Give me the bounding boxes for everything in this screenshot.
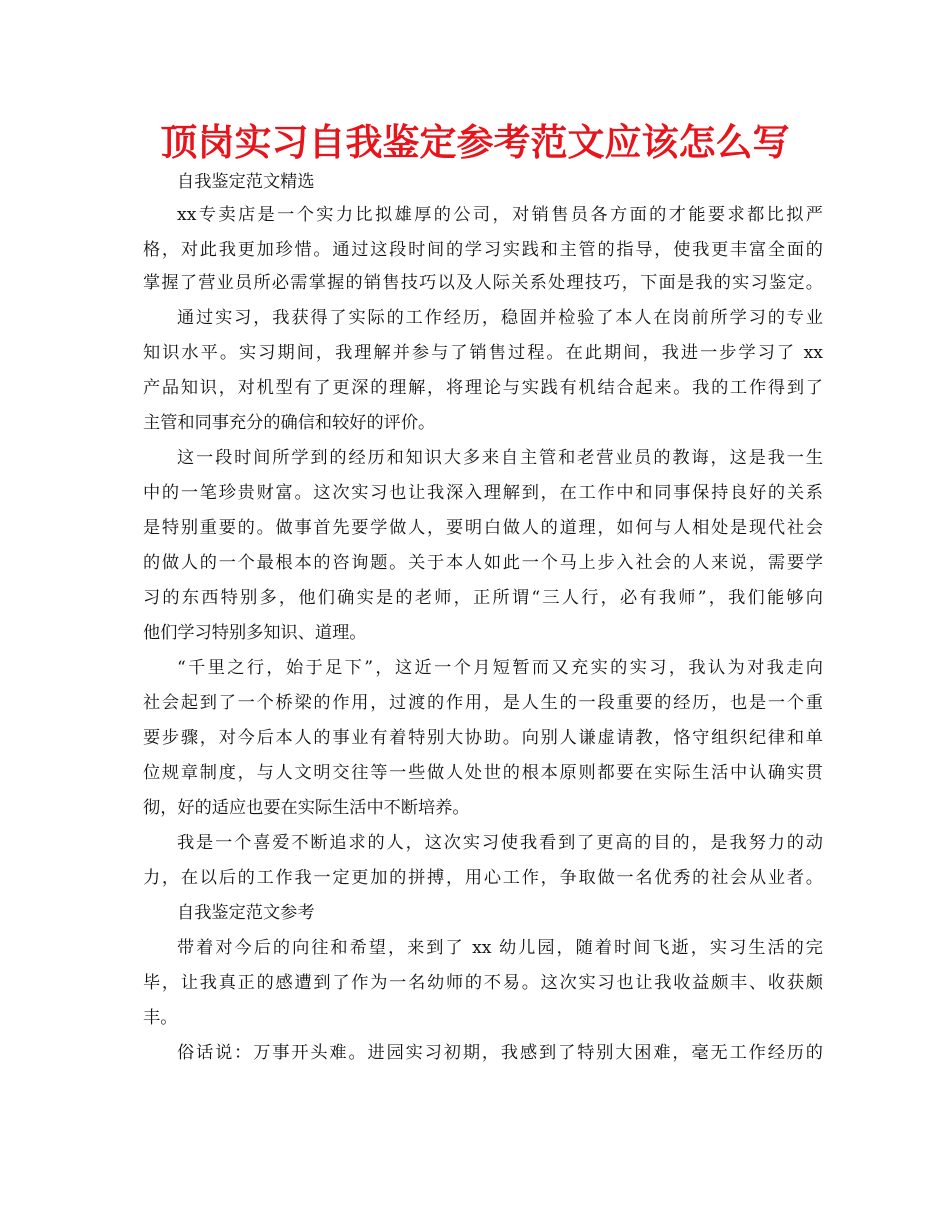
- paragraph-line: 主管和同事充分的确信和较好的评价。: [143, 413, 436, 433]
- paragraph-line: “千里之行，始于足下”，这近一个月短暂而又充实的实习，我认为对我走向: [177, 658, 823, 678]
- paragraph-line: 带着对今后的向往和希望，来到了 xx 幼儿园，随着时间飞逝，实习生活的完: [177, 938, 823, 958]
- paragraph-line: xx专卖店是一个实力比拟雄厚的公司，对销售员各方面的才能要求都比拟严: [177, 205, 823, 225]
- paragraph-line: 他们学习特别多知识、道理。: [143, 623, 367, 643]
- paragraph-line: 的做人的一个最根本的咨询题。关于本人如此一个马上步入社会的人来说，需要学: [143, 553, 823, 573]
- paragraph-line: 产品知识，对机型有了更深的理解，将理论与实践有机结合起来。我的工作得到了: [143, 378, 823, 398]
- paragraph-line: 位规章制度，与人文明交往等一些做人处世的根本原则都要在实际生活中认确实贯: [143, 763, 823, 783]
- section-heading: 自我鉴定范文参考: [177, 903, 315, 923]
- paragraph-line: 是特别重要的。做事首先要学做人，要明白做人的道理，如何与人相处是现代社会: [143, 518, 823, 538]
- paragraph-line: 我是一个喜爱不断追求的人，这次实习使我看到了更高的目的，是我努力的动: [177, 833, 823, 853]
- paragraph-line: 通过实习，我获得了实际的工作经历，稳固并检验了本人在岗前所学习的专业: [177, 308, 823, 328]
- paragraph-line: 力，在以后的工作我一定更加的拼搏，用心工作，争取做一名优秀的社会从业者。: [143, 868, 823, 888]
- paragraph-line: 俗话说：万事开头难。进园实习初期，我感到了特别大困难，毫无工作经历的: [177, 1043, 823, 1063]
- paragraph-line: 这一段时间所学到的经历和知识大多来自主管和老营业员的教诲，这是我一生: [177, 448, 823, 468]
- paragraph-line: 格，对此我更加珍惜。通过这段时间的学习实践和主管的指导，使我更丰富全面的: [143, 240, 823, 260]
- paragraph-line: 中的一笔珍贵财富。这次实习也让我深入理解到，在工作中和同事保持良好的关系: [143, 483, 823, 503]
- paragraph-line: 丰。: [143, 1008, 178, 1028]
- page-title: 顶岗实习自我鉴定参考范文应该怎么写: [160, 121, 790, 164]
- paragraph-line: 要步骤，对今后本人的事业有着特别大协助。向别人谦虚请教，恪守组织纪律和单: [143, 728, 823, 748]
- paragraph-line: 毕，让我真正的感遭到了作为一名幼师的不易。这次实习也让我收益颇丰、收获颇: [143, 973, 823, 993]
- paragraph-line: 知识水平。实习期间，我理解并参与了销售过程。在此期间，我进一步学习了 xx: [143, 343, 823, 363]
- paragraph-line: 习的东西特别多，他们确实是的老师，正所谓“三人行，必有我师”，我们能够向: [143, 588, 823, 608]
- paragraph-line: 掌握了营业员所必需掌握的销售技巧以及人际关系处理技巧，下面是我的实习鉴定。: [143, 273, 823, 293]
- paragraph-line: 彻，好的适应也要在实际生活中不断培养。: [143, 798, 470, 818]
- paragraph-line: 社会起到了一个桥梁的作用，过渡的作用，是人生的一段重要的经历，也是一个重: [143, 693, 823, 713]
- section-heading: 自我鉴定范文精选: [177, 172, 315, 192]
